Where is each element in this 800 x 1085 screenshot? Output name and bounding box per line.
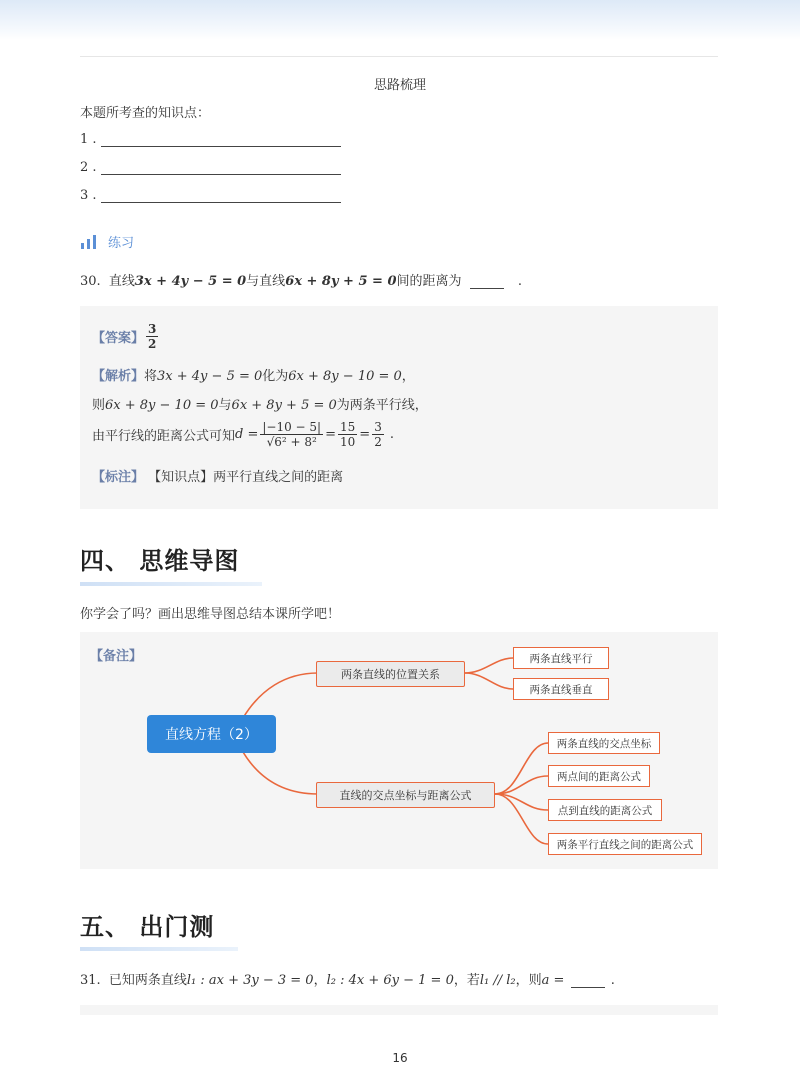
math-expression: l₁ : ax + 3y − 3 = 0: [186, 973, 314, 988]
analysis-tag: 【解析】: [92, 369, 145, 384]
fraction-numerator: 3: [148, 322, 157, 336]
math-expression: l₁ // l₂: [479, 973, 516, 988]
note-tag: 【标注】: [92, 470, 145, 485]
heading-underline: [80, 947, 238, 951]
question-text: 间的距离为: [396, 274, 462, 289]
math-expression: a =: [541, 973, 565, 988]
question-text: ，若: [453, 973, 480, 988]
analysis-text: 为两条平行线，: [336, 398, 428, 413]
mindmap-leaf[interactable]: 两条直线的交点坐标: [548, 732, 660, 754]
math-expression: d =: [235, 426, 259, 442]
mindmap-leaf[interactable]: 两条平行直线之间的距离公式: [548, 833, 702, 855]
analysis-text: 由平行线的距离公式可知: [92, 428, 236, 444]
analysis-text: 则: [92, 398, 106, 413]
practice-label: 练习: [108, 236, 135, 251]
fraction-denominator: 2: [374, 434, 382, 449]
item-number: 2 .: [80, 160, 97, 175]
question-text: ，: [313, 973, 327, 988]
math-expression: 6x + 8y − 10 = 0: [105, 398, 219, 413]
fraction-numerator: 15: [340, 419, 356, 434]
question-text: 已知两条直线: [108, 973, 187, 988]
section-4-heading: 四、 思维导图: [80, 547, 240, 575]
item-number: 1 .: [80, 132, 97, 147]
fraction-denominator: 10: [340, 434, 356, 449]
analysis-text: 与: [218, 398, 232, 413]
mindmap-leaf[interactable]: 两条直线垂直: [513, 678, 609, 700]
answer-box-partial: [80, 1005, 718, 1015]
math-expression: =: [325, 426, 337, 442]
analysis-text: .: [389, 426, 394, 442]
thinking-prompt: 本题所考查的知识点：: [80, 106, 211, 121]
fraction-denominator: 2: [148, 337, 157, 351]
math-expression: 3x + 4y − 5 = 0: [134, 274, 247, 289]
question-31: [80, 969, 615, 988]
question-text: ，则: [515, 973, 542, 988]
math-expression: 3x + 4y − 5 = 0: [157, 369, 263, 384]
remark-tag: 【备注】: [90, 649, 143, 664]
section-4-prompt: 你学会了吗？画出思维导图总结本课所学吧！: [80, 607, 341, 622]
mindmap-branch-position-relation[interactable]: 两条直线的位置关系: [316, 661, 465, 687]
math-expression: 6x + 8y + 5 = 0: [285, 274, 397, 289]
page-number: 16: [392, 1051, 408, 1065]
thinking-title: 思路梳理: [373, 78, 426, 93]
fraction-numerator: |−10 − 5|: [262, 419, 322, 434]
math-expression: l₂ : 4x + 6y − 1 = 0: [326, 973, 454, 988]
connector: [243, 752, 318, 794]
math-expression: 6x + 8y + 5 = 0: [231, 398, 337, 413]
question-number: 30.: [80, 274, 101, 289]
question-text: 直线: [108, 274, 135, 289]
connector: [465, 658, 513, 673]
analysis-text: ，: [401, 369, 415, 384]
item-number: 3 .: [80, 188, 97, 203]
mindmap-leaf[interactable]: 点到直线的距离公式: [548, 799, 662, 821]
mindmap-branch-intersection-distance[interactable]: 直线的交点坐标与距离公式: [316, 782, 495, 808]
math-expression: 6x + 8y − 10 = 0: [288, 369, 402, 384]
section-5-heading: 五、 出门测: [80, 913, 215, 941]
analysis-text: 化为: [262, 369, 289, 384]
connector: [465, 673, 513, 689]
math-expression: =: [359, 426, 371, 442]
mindmap-leaf[interactable]: 两点间的距离公式: [548, 765, 650, 787]
analysis-text: 将: [144, 369, 158, 384]
question-text: 与直线: [246, 274, 286, 289]
mindmap-leaf[interactable]: 两条直线平行: [513, 647, 609, 669]
mindmap-root[interactable]: 直线方程（2）: [147, 715, 276, 753]
fraction-numerator: 3: [374, 419, 382, 434]
fraction-denominator: √6² + 8²: [266, 434, 317, 449]
note-text: 【知识点】两平行直线之间的距离: [148, 470, 344, 485]
question-number: 31.: [80, 973, 101, 988]
answer-tag: 【答案】: [92, 331, 145, 346]
answer-blank[interactable]: [571, 975, 605, 988]
question-end: .: [610, 973, 615, 988]
connector: [243, 673, 318, 718]
question-end: .: [517, 274, 522, 289]
